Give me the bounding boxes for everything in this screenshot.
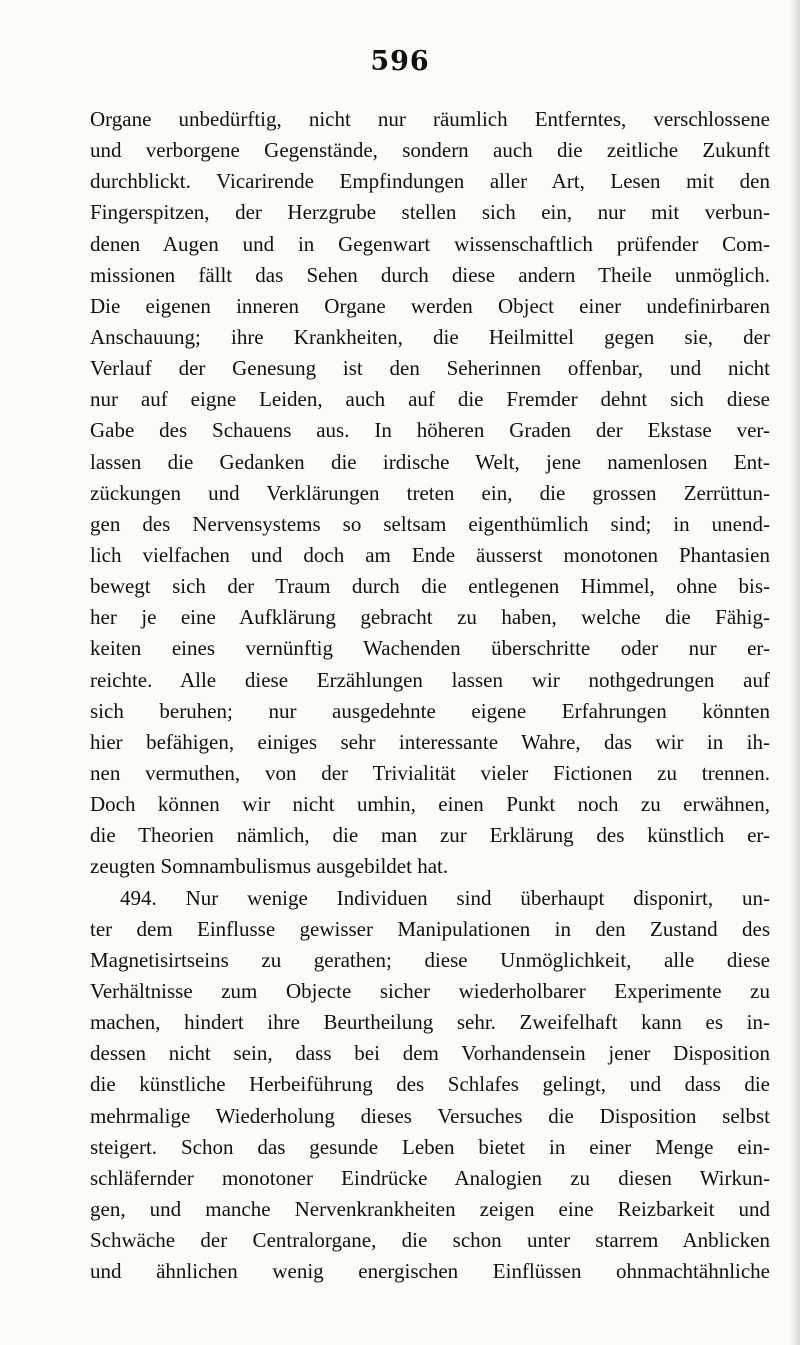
text-line: steigert. Schon das gesunde Leben bietet in einer Menge ein- [90, 1134, 770, 1159]
text-line: Schwäche der Centralorgane, die schon unter starrem Anblicken [90, 1228, 770, 1253]
text-line: schläfernder monotoner Eindrücke Analogien zu diesen Wirkun- [90, 1165, 770, 1190]
text-line: sich beruhen; nur ausgedehnte eigene Erfahrungen könnten [90, 698, 770, 723]
text-line: dessen nicht sein, dass bei dem Vorhandensein jener Disposition [90, 1041, 770, 1066]
body-text [90, 104, 770, 1287]
text-line: nen vermuthen, von der Trivialität vieler Fictionen zu trennen. [90, 760, 770, 785]
text-line: Die eigenen inneren Organe werden Object einer undefinirbaren [90, 293, 770, 318]
text-line: hier befähigen, einiges sehr interessante Wahre, das wir in ih- [90, 729, 770, 754]
text-line: und ähnlichen wenig energischen Einflüssen ohnmachtähnliche [90, 1259, 770, 1284]
text-line: lassen die Gedanken die irdische Welt, jene namenlosen Ent- [90, 449, 770, 474]
text-line: Anschauung; ihre Krankheiten, die Heilmittel gegen sie, der [90, 324, 770, 349]
text-line: keiten eines vernünftig Wachenden überschritte oder nur er- [90, 636, 770, 661]
text-line: missionen fällt das Sehen durch diese andern Theile unmöglich. [90, 262, 770, 287]
text-line: Organe unbedürftig, nicht nur räumlich Entferntes, verschlossene [90, 107, 770, 131]
text-line: denen Augen und in Gegenwart wissenschaftlich prüfender Com- [90, 231, 770, 256]
text-line: ter dem Einflusse gewisser Manipulationen in den Zustand des [90, 916, 770, 941]
text-line: Magnetisirtseins zu gerathen; diese Unmöglichkeit, alle diese [90, 947, 770, 972]
text-line: die künstliche Herbeiführung des Schlafes gelingt, und dass die [90, 1072, 770, 1097]
text-line: mehrmalige Wiederholung dieses Versuches die Disposition selbst [90, 1103, 770, 1128]
page-number: 596 [370, 46, 430, 77]
text-line: Verlauf der Genesung ist den Seherinnen offenbar, und nicht [90, 356, 770, 381]
text-line: lich vielfachen und doch am Ende äusserst monotonen Phantasien [90, 542, 770, 567]
paragraph-start-line: 494. Nur wenige Individuen sind überhaupt disponirt, un- [120, 885, 770, 910]
text-line: Fingerspitzen, der Herzgrube stellen sich ein, nur mit verbun- [90, 200, 770, 225]
text-line: Gabe des Schauens aus. In höheren Graden der Ekstase ver- [90, 418, 770, 443]
text-line: und verborgene Gegenstände, sondern auch die zeitliche Zukunft [90, 138, 770, 163]
page-edge-shadow [790, 0, 800, 1345]
text-line: gen, und manche Nervenkrankheiten zeigen eine Reizbarkeit und [90, 1196, 770, 1221]
text-line: zeugten Somnambulismus ausgebildet hat. [90, 854, 449, 879]
text-line: die Theorien nämlich, die man zur Erklärung des künstlich er- [90, 823, 770, 848]
text-line: bewegt sich der Traum durch die entlegenen Himmel, ohne bis- [90, 574, 770, 599]
text-line: gen des Nervensystems so seltsam eigenthümlich sind; in unend- [90, 511, 770, 536]
text-line: zückungen und Verklärungen treten ein, die grossen Zerrüttun- [90, 480, 770, 505]
text-line: nur auf eigne Leiden, auch auf die Fremder dehnt sich diese [90, 387, 770, 412]
text-line: Verhältnisse zum Objecte sicher wiederholbarer Experimente zu [90, 978, 770, 1003]
text-line: Doch können wir nicht umhin, einen Punkt noch zu erwähnen, [90, 792, 770, 817]
text-line: durchblickt. Vicarirende Empfindungen aller Art, Lesen mit den [90, 169, 770, 194]
text-line: her je eine Aufklärung gebracht zu haben, welche die Fähig- [90, 605, 770, 630]
text-line: reichte. Alle diese Erzählungen lassen wir nothgedrungen auf [90, 667, 770, 692]
text-line: machen, hindert ihre Beurtheilung sehr. Zweifelhaft kann es in- [90, 1010, 770, 1035]
